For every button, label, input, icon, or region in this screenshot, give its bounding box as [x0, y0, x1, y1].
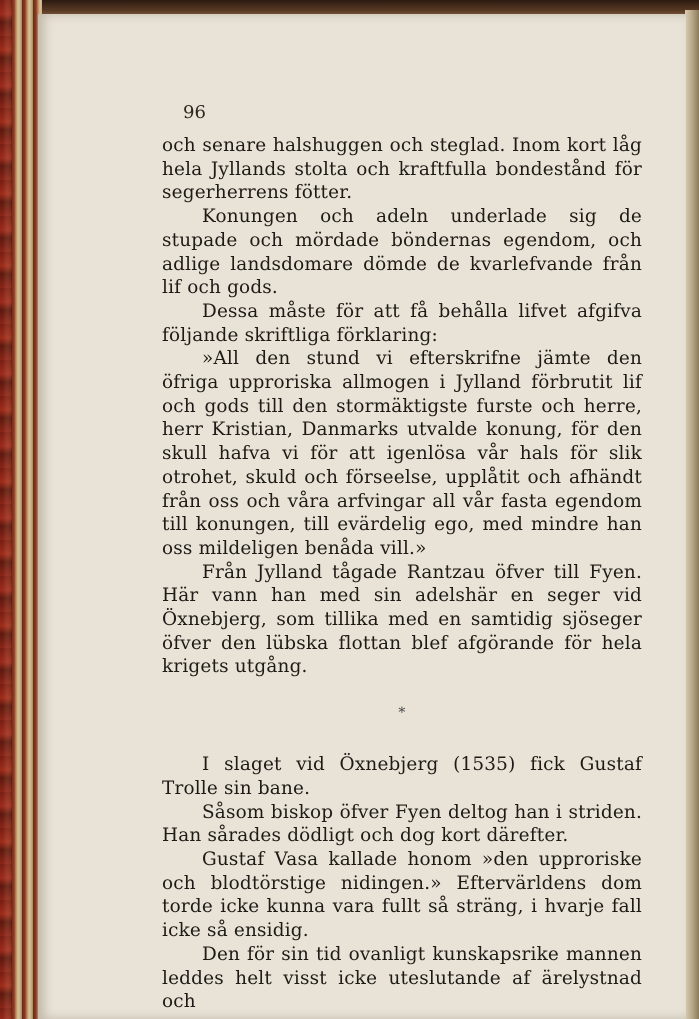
body-text [162, 134, 642, 1014]
quote-paragraph: »All den stund vi efterskrifne jämte den öfriga upproriska allmogen i Jylland förbrutit lif och gods till den stormäktigste furste och herre, herr Kristian, Danmarks utvalde konung, för den skull hafva vi för att igenlösa vår hals för slik otrohet, skuld och förseelse, upplåtit och afhändt från oss och våra arfvingar all vår fasta egendom till konungen, till evärdelig ego, med mindre han oss mildeligen benåda vill.» [162, 348, 642, 559]
page-number: 96 [183, 102, 206, 123]
book-page [38, 14, 686, 1019]
paragraph: Dessa måste för att få behålla lifvet afgifva följande skriftliga förklaring: [162, 300, 642, 346]
paragraph: Från Jylland tågade Rantzau öfver till Fyen. Här vann han med sin adelshär en seger vid Öxnebjerg, som tillika med en samtidig sjöseger öfver den lübska flottan blef afgörande för hela krigets utgång. [162, 561, 642, 678]
book-spine-edge [0, 0, 42, 1019]
section-separator: * [398, 705, 406, 722]
paragraph: Gustaf Vasa kallade honom »den upproriske och blodtörstige nidingen.» Eftervärldens dom torde icke kunna vara fullt så sträng, i hvarje fall icke så ensidig. [162, 848, 642, 942]
paragraph: och senare halshuggen och steglad. Inom kort låg hela Jyllands stolta och kraftfulla bondestånd för segerherrens fötter. [162, 135, 642, 204]
paragraph: I slaget vid Öxnebjerg (1535) fick Gustaf Trolle sin bane. [162, 754, 642, 799]
page-stack-edge [685, 10, 699, 1019]
paragraph: Konungen och adeln underlade sig de stupade och mördade böndernas egendom, och adlige landsdomare dömde de kvarlefvande från lif och gods. [162, 206, 642, 299]
paragraph: Såsom biskop öfver Fyen deltog han i striden. Han sårades dödligt och dog kort därefter. [162, 801, 642, 847]
paragraph: Den för sin tid ovanligt kunskapsrike mannen leddes helt visst icke uteslutande af ärelystnad och [162, 943, 642, 1013]
